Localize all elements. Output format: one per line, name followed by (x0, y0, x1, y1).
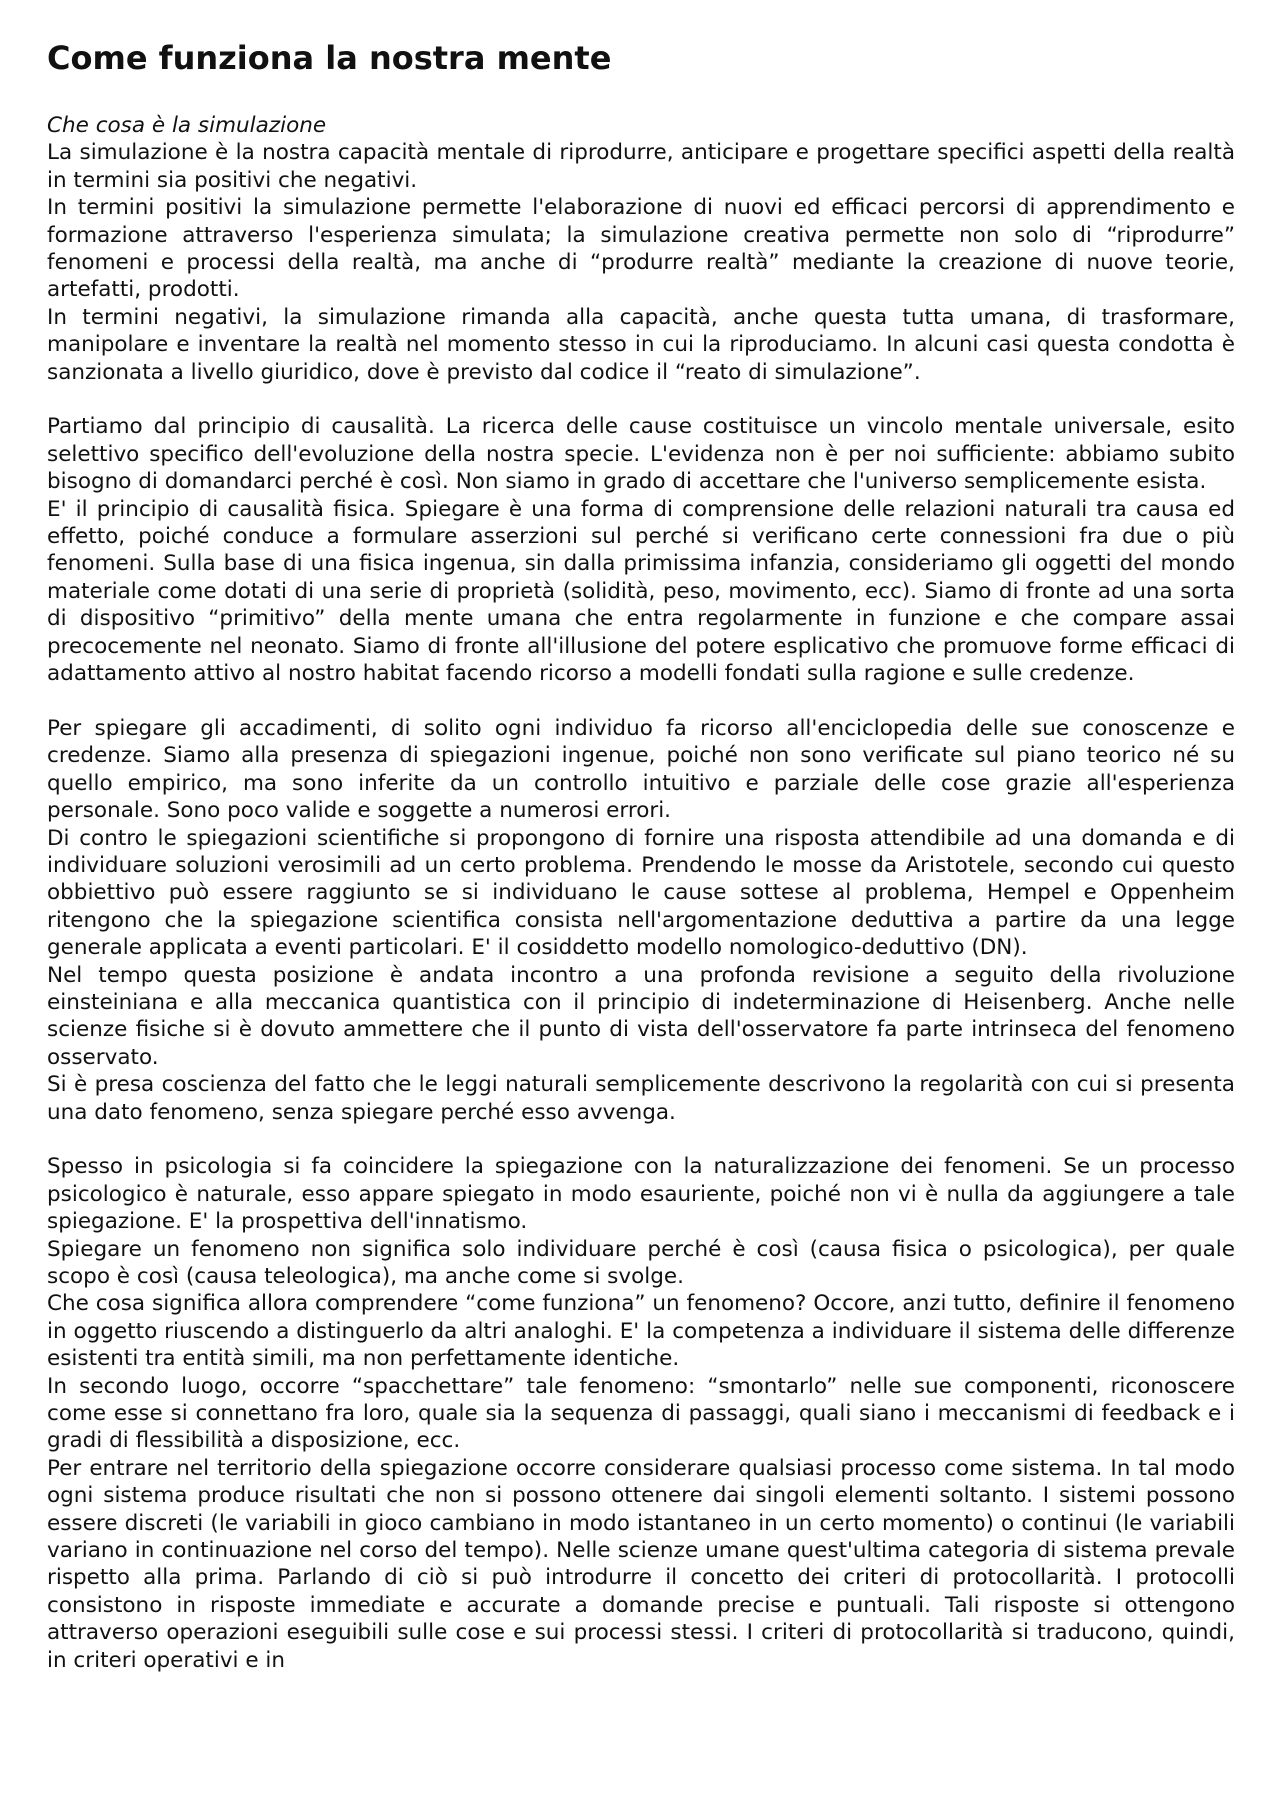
section-gap (47, 1126, 1235, 1153)
section-subtitle: Che cosa è la simulazione (47, 113, 327, 138)
paragraph: Di contro le spiegazioni scientifiche si propongono di fornire una risposta attendibile ad una domanda e di individuare soluzioni verosimili ad un certo problema. Prendendo le mosse da Aristotele, secondo cui questo obbiettivo può essere raggiunto se si individuano le cause sottese al problema, Hempel e Oppenheim ritengono che la spiegazione scientifica consista nell'argomentazione deduttiva a partire da una legge generale applicata a eventi particolari. E' il cosiddetto modello nomologico-deduttivo (DN). (47, 825, 1235, 961)
paragraph: Nel tempo questa posizione è andata incontro a una profonda revisione a seguito della rivoluzione einsteiniana e alla meccanica quantistica con il principio di indeterminazione di Heisenberg. Anche nelle scienze fisiche si è dovuto ammettere che il punto di vista dell'osservatore fa parte intrinseca del fenomeno osservato. (47, 962, 1235, 1070)
paragraph: In secondo luogo, occorre “spacchettare” tale fenomeno: “smontarlo” nelle sue componenti, riconoscere come esse si connettano fra loro, quale sia la sequenza di passaggi, quali siano i meccanismi di feedback e i gradi di flessibilità a disposizione, ecc. (47, 1373, 1235, 1454)
paragraph: Spesso in psicologia si fa coincidere la spiegazione con la naturalizzazione dei fenomeni. Se un processo psicologico è naturale, esso appare spiegato in modo esauriente, poiché non vi è nulla da aggiungere a tale spiegazione. E' la prospettiva dell'innatismo. (47, 1154, 1235, 1235)
paragraph: In termini positivi la simulazione permette l'elaborazione di nuovi ed efficaci percorsi di apprendimento e formazione attraverso l'esperienza simulata; la simulazione creativa permette non solo di “riprodurre” fenomeni e processi della realtà, ma anche di “produrre realtà” mediante la creazione di nuove teorie, artefatti, prodotti. (47, 195, 1235, 303)
paragraph: Che cosa significa allora comprendere “come funziona” un fenomeno? Occore, anzi tutto, definire il fenomeno in oggetto riuscendo a distinguerlo da altri analoghi. E' la competenza a individuare il sistema delle differenze esistenti tra entità simili, ma non perfettamente identiche. (47, 1291, 1235, 1372)
paragraph: In termini negativi, la simulazione rimanda alla capacità, anche questa tutta umana, di trasformare, manipolare e inventare la realtà nel momento stesso in cui la riproduciamo. In alcuni casi questa condotta è sanzionata a livello giuridico, dove è previsto dal codice il “reato di simulazione”. (47, 304, 1235, 385)
paragraph: Per entrare nel territorio della spiegazione occorre considerare qualsiasi processo come sistema. In tal modo ogni sistema produce risultati che non si possono ottenere dai singoli elementi soltanto. I sistemi possono essere discreti (le variabili in gioco cambiano in modo istantaneo in un certo momento) o continui (le variabili variano in continuazione nel corso del tempo). Nelle scienze umane quest'ultima categoria di sistema prevale rispetto alla prima. Parlando di ciò si può introdurre il concetto dei criteri di protocollarità. I protocolli consistono in risposte immediate e accurate a domande precise e puntuali. Tali risposte si ottengono attraverso operazioni eseguibili sulle cose e sui processi stessi. I criteri di protocollarità si traducono, quindi, in criteri operativi e in (47, 1455, 1235, 1673)
paragraph: La simulazione è la nostra capacità mentale di riprodurre, anticipare e progettare specifici aspetti della realtà in termini sia positivi che negativi. (47, 140, 1235, 193)
paragraph: Per spiegare gli accadimenti, di solito ogni individuo fa ricorso all'enciclopedia delle sue conoscenze e credenze. Siamo alla presenza di spiegazioni ingenue, poiché non sono verificate sul piano teorico né su quello empirico, ma sono inferite da un controllo intuitivo e parziale delle cose grazie all'esperienza personale. Sono poco valide e soggette a numerosi errori. (47, 715, 1235, 824)
document-page (47, 38, 1235, 1674)
paragraph: E' il principio di causalità fisica. Spiegare è una forma di comprensione delle relazioni naturali tra causa ed effetto, poiché conduce a formulare asserzioni sul perché si verificano certe connessioni fra due o più fenomeni. Sulla base di una fisica ingenua, sin dalla primissima infanzia, consideriamo gli oggetti del mondo materiale come dotati di una serie di proprietà (solidità, peso, movimento, ecc). Siamo di fronte ad una sorta di dispositivo “primitivo” della mente umana che entra regolarmente in funzione e che compare assai precocemente nel neonato. Siamo di fronte all'illusione del potere esplicativo che promuove forme efficaci di adattamento attivo al nostro habitat facendo ricorso a modelli fondati sulla ragione e sulle credenze. (47, 496, 1235, 687)
paragraph: Si è presa coscienza del fatto che le leggi naturali semplicemente descrivono la regolarità con cui si presenta una dato fenomeno, senza spiegare perché esso avvenga. (47, 1072, 1235, 1125)
document-title: Come funziona la nostra mente (47, 39, 612, 77)
section-gap (47, 688, 1235, 715)
section-gap (47, 386, 1235, 413)
paragraph: Spiegare un fenomeno non significa solo individuare perché è così (causa fisica o psicologica), per quale scopo è così (causa teleologica), ma anche come si svolge. (47, 1236, 1235, 1290)
paragraph: Partiamo dal principio di causalità. La ricerca delle cause costituisce un vincolo mentale universale, esito selettivo specifico dell'evoluzione della nostra specie. L'evidenza non è per noi sufficiente: abbiamo subito bisogno di domandarci perché è così. Non siamo in grado di accettare che l'universo semplicemente esista. (47, 414, 1235, 495)
